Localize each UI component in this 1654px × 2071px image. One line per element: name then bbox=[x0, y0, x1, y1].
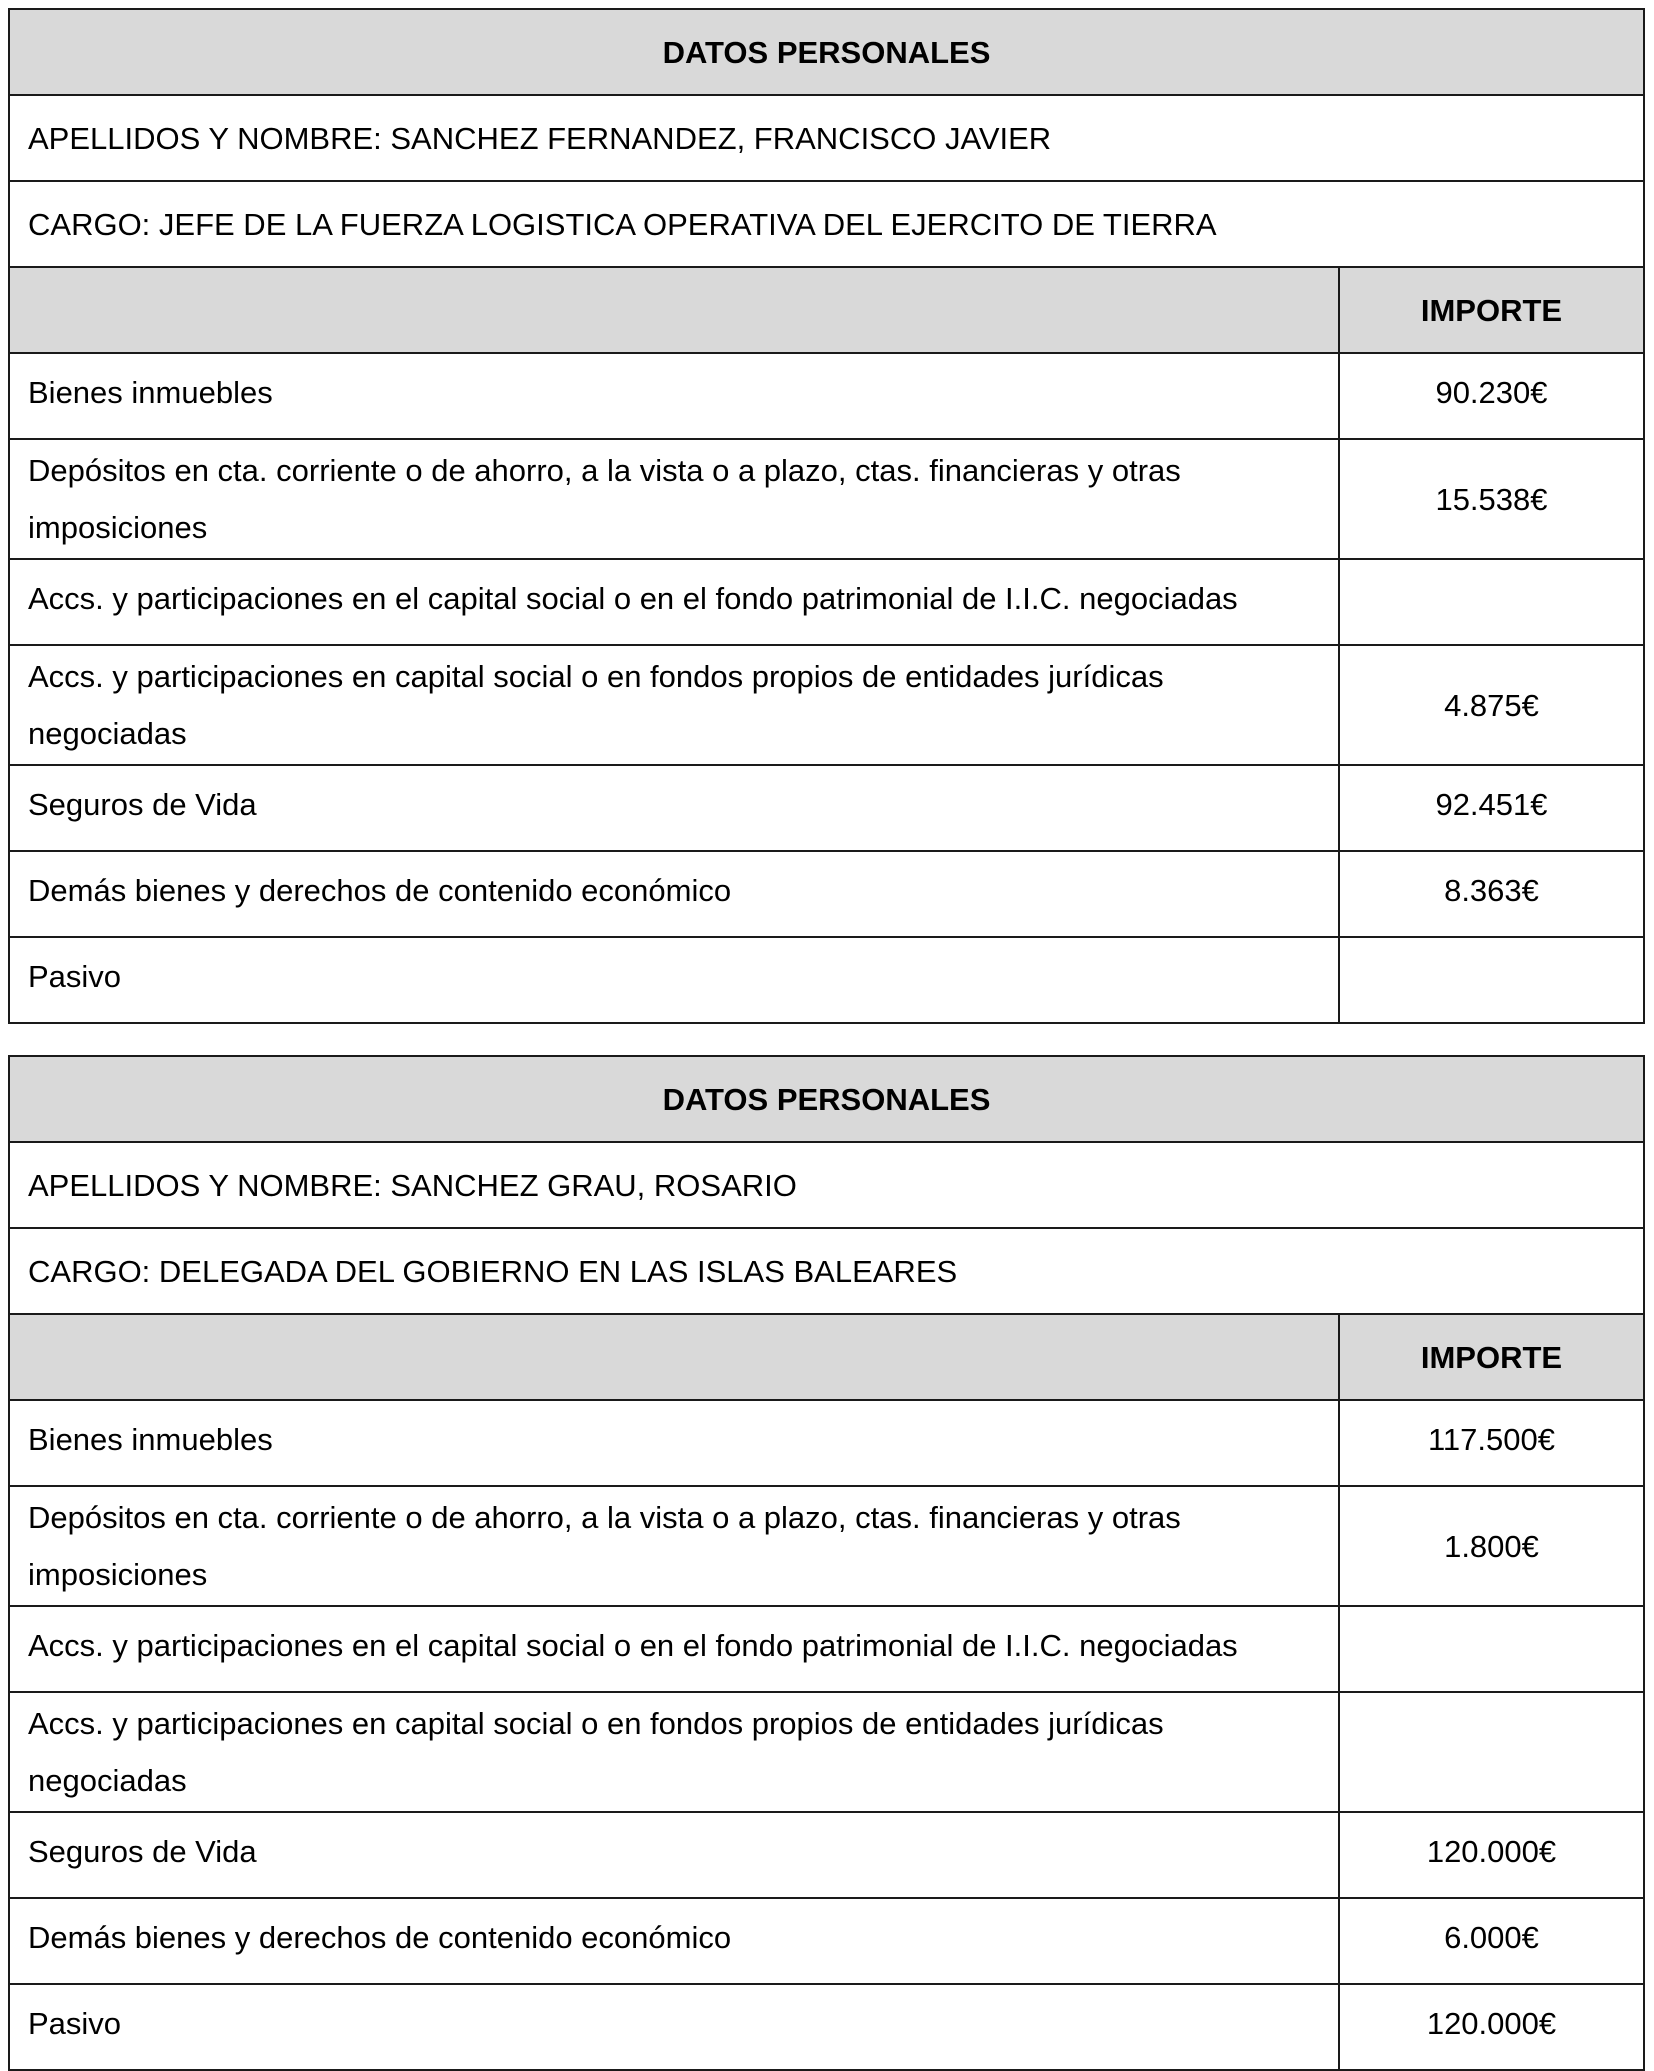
row-label: Seguros de Vida bbox=[9, 765, 1339, 851]
row-label: Accs. y participaciones en capital social o en fondos propios de entidades jurídicas negociadas bbox=[9, 1692, 1339, 1812]
row-label: Bienes inmuebles bbox=[9, 1400, 1339, 1486]
cargo-row bbox=[9, 181, 1644, 267]
section-title-row bbox=[9, 1056, 1644, 1142]
table-row bbox=[9, 353, 1644, 439]
row-label: Bienes inmuebles bbox=[9, 353, 1339, 439]
section-title-row bbox=[9, 9, 1644, 95]
table-row bbox=[9, 439, 1644, 559]
table-row bbox=[9, 645, 1644, 765]
table-row bbox=[9, 1812, 1644, 1898]
table-row bbox=[9, 1898, 1644, 1984]
row-label: Accs. y participaciones en el capital social o en el fondo patrimonial de I.I.C. negociadas bbox=[9, 559, 1339, 645]
name-row bbox=[9, 1142, 1644, 1228]
row-amount: 117.500€ bbox=[1339, 1400, 1644, 1486]
row-label: Pasivo bbox=[9, 937, 1339, 1023]
row-label: Demás bienes y derechos de contenido económico bbox=[9, 851, 1339, 937]
amount-header-row bbox=[9, 1314, 1644, 1400]
row-label: Seguros de Vida bbox=[9, 1812, 1339, 1898]
row-amount: 4.875€ bbox=[1339, 645, 1644, 765]
table-row bbox=[9, 1606, 1644, 1692]
row-amount: 15.538€ bbox=[1339, 439, 1644, 559]
blank-header-cell bbox=[9, 267, 1339, 353]
row-amount bbox=[1339, 937, 1644, 1023]
table-row bbox=[9, 765, 1644, 851]
row-label: Accs. y participaciones en el capital social o en el fondo patrimonial de I.I.C. negociadas bbox=[9, 1606, 1339, 1692]
row-amount: 8.363€ bbox=[1339, 851, 1644, 937]
cargo-row bbox=[9, 1228, 1644, 1314]
table-row bbox=[9, 851, 1644, 937]
amount-header: IMPORTE bbox=[1339, 267, 1644, 353]
row-label: Pasivo bbox=[9, 1984, 1339, 2070]
row-amount: 120.000€ bbox=[1339, 1812, 1644, 1898]
row-amount bbox=[1339, 1692, 1644, 1812]
declaration-table-1 bbox=[8, 8, 1645, 1024]
table-row bbox=[9, 1984, 1644, 2070]
amount-header: IMPORTE bbox=[1339, 1314, 1644, 1400]
row-amount: 6.000€ bbox=[1339, 1898, 1644, 1984]
row-label: Accs. y participaciones en capital social o en fondos propios de entidades jurídicas negociadas bbox=[9, 645, 1339, 765]
name-field: APELLIDOS Y NOMBRE: SANCHEZ FERNANDEZ, FRANCISCO JAVIER bbox=[9, 95, 1644, 181]
table-row bbox=[9, 1400, 1644, 1486]
section-title: DATOS PERSONALES bbox=[9, 1056, 1644, 1142]
declaration-table-2 bbox=[8, 1055, 1645, 2071]
table-row bbox=[9, 1486, 1644, 1606]
name-row bbox=[9, 95, 1644, 181]
row-label: Demás bienes y derechos de contenido económico bbox=[9, 1898, 1339, 1984]
amount-header-row bbox=[9, 267, 1644, 353]
row-amount bbox=[1339, 559, 1644, 645]
row-label: Depósitos en cta. corriente o de ahorro, a la vista o a plazo, ctas. financieras y otras imposiciones bbox=[9, 1486, 1339, 1606]
row-amount: 1.800€ bbox=[1339, 1486, 1644, 1606]
row-amount: 120.000€ bbox=[1339, 1984, 1644, 2070]
row-amount: 92.451€ bbox=[1339, 765, 1644, 851]
blank-header-cell bbox=[9, 1314, 1339, 1400]
table-row bbox=[9, 1692, 1644, 1812]
row-amount: 90.230€ bbox=[1339, 353, 1644, 439]
section-title: DATOS PERSONALES bbox=[9, 9, 1644, 95]
table-row bbox=[9, 937, 1644, 1023]
name-field: APELLIDOS Y NOMBRE: SANCHEZ GRAU, ROSARIO bbox=[9, 1142, 1644, 1228]
row-amount bbox=[1339, 1606, 1644, 1692]
table-row bbox=[9, 559, 1644, 645]
cargo-field: CARGO: JEFE DE LA FUERZA LOGISTICA OPERATIVA DEL EJERCITO DE TIERRA bbox=[9, 181, 1644, 267]
row-label: Depósitos en cta. corriente o de ahorro, a la vista o a plazo, ctas. financieras y otras imposiciones bbox=[9, 439, 1339, 559]
cargo-field: CARGO: DELEGADA DEL GOBIERNO EN LAS ISLAS BALEARES bbox=[9, 1228, 1644, 1314]
